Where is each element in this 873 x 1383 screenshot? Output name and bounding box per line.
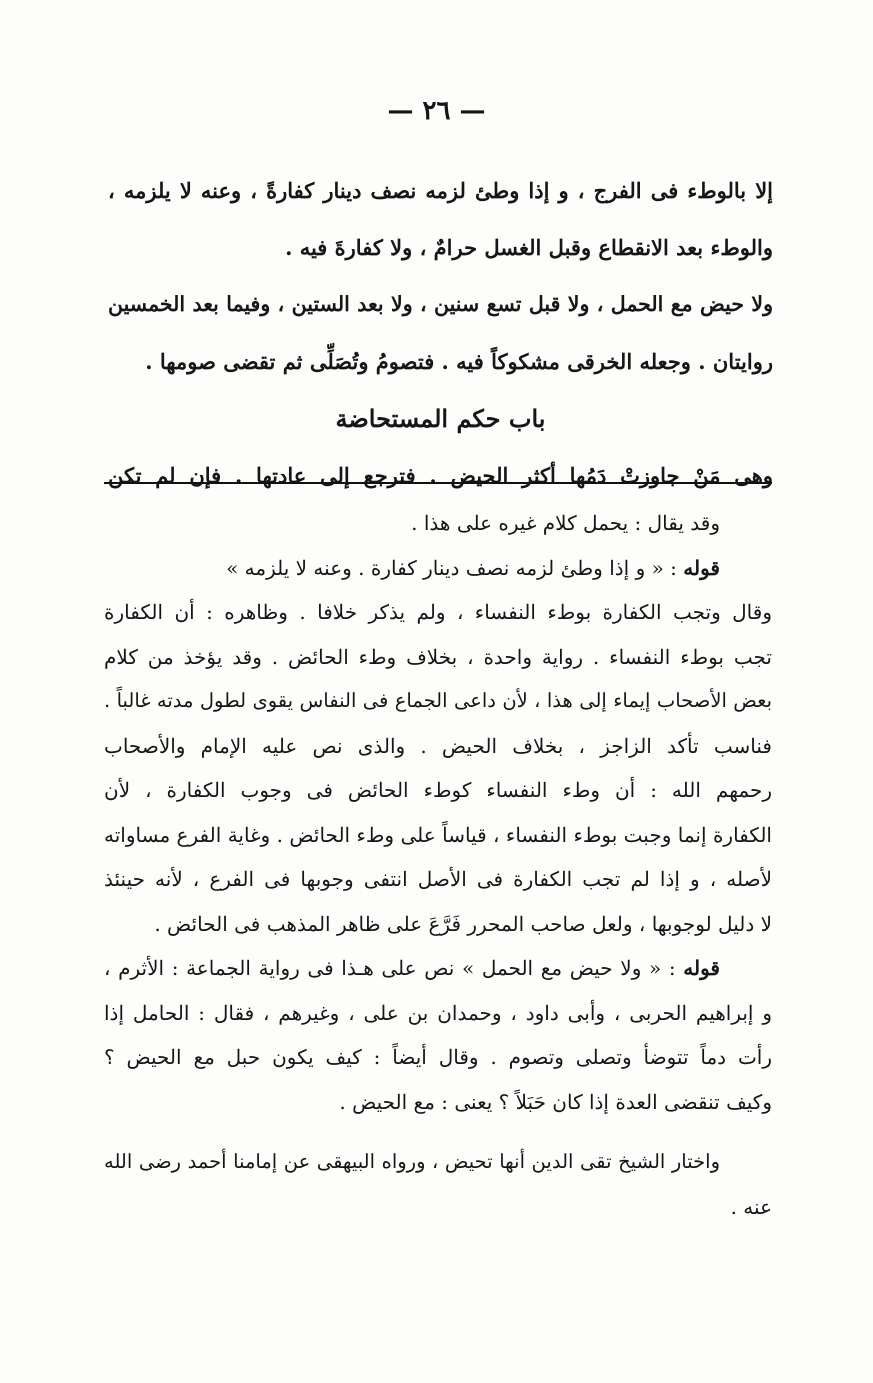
note-line: [104, 1080, 772, 1125]
note-line: [104, 813, 772, 858]
note-text: وقال وتجب الكفارة بوطء النفساء ، ولم يذكر خلافا . وظاهره : أن الكفارة: [104, 600, 772, 624]
note-text: واختار الشيخ تقى الدين أنها تحيض ، ورواه البيهقى عن إمامنا أحمد رضى الله: [104, 1150, 720, 1173]
page-number: — ٢٦ —: [387, 96, 486, 126]
main-line: روايتان . وجعله الخرقى مشكوكاً فيه . فتصومُ وتُصَلِّى ثم تقضى صومها .: [145, 349, 773, 374]
footnote-divider: [104, 482, 772, 484]
note-text: و إبراهيم الحربى ، وأبى داود ، وحمدان بن على ، وغيرهم ، فقال : الحامل إذا: [104, 1000, 772, 1025]
note-line: [104, 902, 772, 947]
chapter-heading: باب حكم المستحاضة: [335, 404, 546, 433]
note-text: وكيف تنقضى العدة إذا كان حَبَلاً ؟ يعنى : مع الحيض .: [339, 1089, 772, 1114]
note-line: [104, 857, 772, 902]
note-line: [104, 946, 772, 991]
note-line: [104, 1140, 772, 1185]
commentary-notes: [104, 501, 772, 1229]
note-line: [104, 679, 772, 724]
note-line: [104, 635, 772, 680]
note-text: فناسب تأكد الزاجز ، بخلاف الحيض . والذى نص عليه الإمام والأصحاب: [104, 733, 772, 758]
note-text: : « ولا حيض مع الحمل » نص على هـذا فى رواية الجماعة : الأثرم ،: [104, 956, 684, 980]
note-text: لا دليل لوجوبها ، ولعل صاحب المحرر فَرَّعَ على ظاهر المذهب فى الحائض .: [154, 911, 772, 936]
note-line: [104, 1035, 772, 1080]
main-line: إلا بالوطء فى الفرج ، و إذا وطئ لزمه نصف دينار كفارةً ، وعنه لا يلزمه ،: [108, 178, 773, 203]
note-line: [104, 590, 772, 635]
note-line: [104, 546, 772, 591]
main-line: وهى مَنْ جاوزتْ دَمُها أكثر الحيض . فترجع إلى عادتها . فإن لم تكن: [108, 463, 773, 488]
note-text: بعض الأصحاب إيماء إلى هذا ، لأن داعى الجماع فى النفاس يقوى لطول مدته غالباً .: [104, 689, 772, 712]
note-line: [104, 724, 772, 769]
note-text: عنه .: [730, 1194, 772, 1219]
note-keyword: قوله: [683, 956, 720, 980]
note-text: : « و إذا وطئ لزمه نصف دينار كفارة . وعنه لا يلزمه »: [226, 555, 684, 580]
main-text: [108, 162, 773, 504]
note-text: رحمهم الله : أن وطء النفساء كوطء الحائض فى وجوب الكفارة ، لأن: [104, 778, 772, 802]
note-keyword: قوله: [683, 555, 720, 580]
note-text: تجب بوطء النفساء . رواية واحدة ، بخلاف وطء الحائض . وقد يؤخذ من كلام: [104, 644, 772, 669]
main-line: والوطء بعد الانقطاع وقبل الغسل حرامٌ ، ولا كفارةَ فيه .: [285, 235, 773, 260]
note-text: الكفارة إنما وجبت بوطء النفساء ، قياساً على وطء الحائض . وغاية الفرع مساواته: [104, 822, 772, 847]
note-text: رأت دماً تتوضأ وتصلى وتصوم . وقال أيضاً : كيف يكون حبل مع الحيض ؟: [104, 1045, 772, 1069]
note-line: [104, 768, 772, 813]
note-line: [104, 1185, 772, 1230]
note-text: لأصله ، و إذا لم تجب الكفارة فى الأصل انتفى وجوبها فى الفرع ، لأنه حينئذ: [104, 867, 772, 891]
note-line: [104, 501, 772, 546]
note-text: وقد يقال : يحمل كلام غيره على هذا .: [411, 511, 720, 535]
note-line: [104, 991, 772, 1036]
main-line: ولا حيض مع الحمل ، ولا قبل تسع سنين ، ولا بعد الستين ، وفيما بعد الخمسين: [108, 292, 773, 316]
